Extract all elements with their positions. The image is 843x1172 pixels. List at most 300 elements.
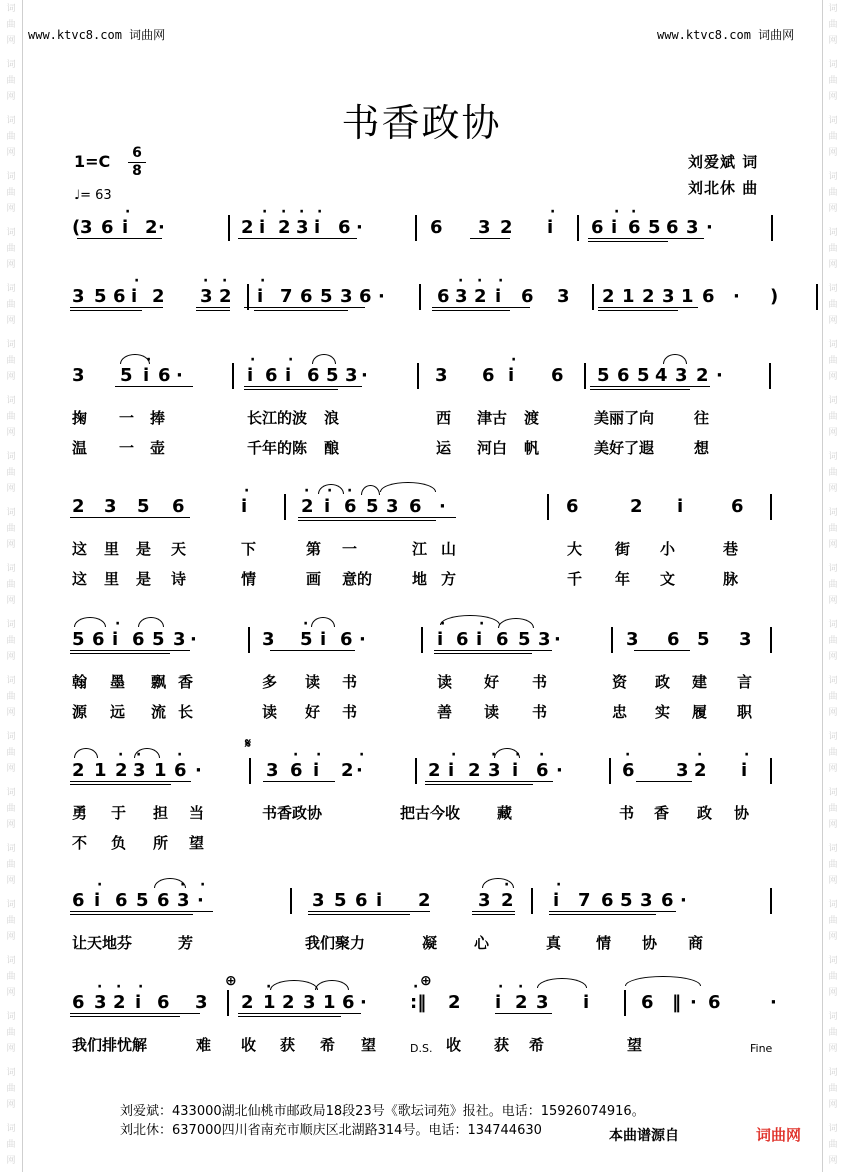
watermark-glyph: 网 [6,932,16,942]
lyric-syllable: 里 [104,570,120,588]
note-numeral: 3 [345,365,358,386]
watermark-glyph: 曲 [6,356,16,366]
octave-dot: · [250,352,256,368]
meter-top: 6 [132,145,142,161]
note-numeral: 3 [435,365,448,386]
note-numeral: 6 [622,760,635,781]
watermark-glyph: 词 [6,1068,16,1078]
note-numeral: i [314,217,321,238]
octave-dot: · [614,204,620,220]
watermark-glyph: 网 [6,876,16,886]
octave-dot: · [293,747,299,763]
watermark-glyph: 词 [6,284,16,294]
note-numeral: · [770,992,777,1013]
note-numeral: 3 [80,217,93,238]
lyric-syllable: 担 [153,804,169,822]
beam-underline [434,653,532,654]
watermark-glyph: 曲 [828,972,838,982]
note-numeral: 6 [521,286,534,307]
watermark-glyph: 词 [828,228,838,238]
lyric-syllable: 政 [655,673,671,691]
slur-mark [74,617,106,627]
beam-underline [472,911,515,912]
note-numeral: i [320,629,327,650]
beam-underline [549,914,656,915]
watermark-glyph: 网 [6,260,16,270]
note-numeral: · [195,760,202,781]
note-numeral: · [361,365,368,386]
watermark-glyph: 曲 [828,1084,838,1094]
octave-dot: · [458,273,464,289]
note-numeral: 3 [640,890,653,911]
watermark-glyph: 曲 [828,1028,838,1038]
note-numeral: i [677,496,684,517]
barline [228,215,230,241]
watermark-glyph: 曲 [828,692,838,702]
note-numeral: ) [770,286,779,307]
octave-dot: · [511,352,517,368]
octave-dot: · [550,204,556,220]
beam-underline [425,781,553,782]
octave-dot: · [116,979,122,995]
watermark-glyph: 曲 [6,1140,16,1150]
note-numeral: 6 [300,286,313,307]
lyric-syllable: 我们聚力 [305,934,366,952]
watermark-glyph: 词 [828,60,838,70]
note-numeral: 3 [173,629,186,650]
lyric-syllable: 于 [111,804,127,822]
note-numeral: i [547,217,554,238]
note-numeral: 6 [344,496,357,517]
lyric-syllable: 美丽了向 [594,409,655,427]
lyric-syllable: 小 [660,540,676,558]
note-numeral: 5 [120,365,133,386]
note-numeral: 3 [177,890,190,911]
watermark-glyph: 曲 [6,20,16,30]
barline [421,627,423,653]
watermark-glyph: 曲 [828,916,838,926]
note-numeral: 6 [157,992,170,1013]
watermark-glyph: 词 [828,844,838,854]
watermark-glyph: 曲 [6,244,16,254]
watermark-glyph: 词 [6,508,16,518]
lyric-syllable: 河白 [477,439,508,457]
note-numeral: 4 [655,365,668,386]
note-numeral: 3 [739,629,752,650]
watermark-glyph: 网 [6,764,16,774]
note-numeral: i [131,286,138,307]
lyric-syllable: 书 [532,673,548,691]
note-numeral: i [94,890,101,911]
octave-dot: · [125,204,131,220]
watermark-glyph: 曲 [828,468,838,478]
watermark-glyph: 词 [828,956,838,966]
watermark-glyph: 网 [6,484,16,494]
note-numeral: 2 [630,496,643,517]
octave-dot: · [244,483,250,499]
note-numeral: 6 [342,992,355,1013]
barline [611,627,613,653]
note-numeral: 3 [676,760,689,781]
site-link-right[interactable]: www.ktvc8.com 词曲网 [657,28,795,42]
watermark-glyph: 曲 [828,804,838,814]
note-numeral: 5 [637,365,650,386]
lyric-syllable: 是 [136,570,152,588]
note-numeral: 6 [628,217,641,238]
beam-underline [588,238,704,239]
barline [816,284,818,310]
slur-mark [74,748,98,758]
octave-dot: · [303,616,309,632]
octave-dot: · [631,204,637,220]
watermark-glyph: 网 [828,708,838,718]
barline [284,494,286,520]
watermark-glyph: 词 [828,788,838,798]
note-numeral: 6 [115,890,128,911]
note-numeral: 2 [72,760,85,781]
beam-underline [70,784,171,785]
watermark-glyph: 网 [6,652,16,662]
note-numeral: 5 [648,217,661,238]
beam-underline [238,1016,341,1017]
watermark-glyph: 网 [6,204,16,214]
lyric-syllable: 意的 [342,570,373,588]
beam-underline [244,307,365,308]
lyric-syllable: D.S. [410,1042,433,1055]
beam-underline [434,650,552,651]
watermark-glyph: 曲 [6,188,16,198]
watermark-glyph: 网 [828,1044,838,1054]
note-numeral: 6 [172,496,185,517]
beam-underline [598,307,698,308]
watermark-glyph: 曲 [828,300,838,310]
note-numeral: 6 [355,890,368,911]
octave-dot: · [304,483,310,499]
lyric-syllable: 书 [342,703,358,721]
beam-underline [298,520,436,521]
note-numeral: 6 [666,217,679,238]
coda-symbol: ⊕ [420,973,432,989]
watermark-glyph: 词 [6,620,16,630]
note-numeral: 5 [518,629,531,650]
note-numeral: 2 [282,992,295,1013]
note-numeral: 3 [72,286,85,307]
barline [769,363,771,389]
note-numeral: i [376,890,383,911]
watermark-glyph: 网 [828,1156,838,1166]
note-numeral: 3 [488,760,501,781]
lyric-syllable: 源 [72,703,88,721]
beam-underline [70,650,190,651]
note-numeral: 5 [152,629,165,650]
watermark-glyph: 词 [6,1124,16,1134]
note-numeral: i [257,286,264,307]
octave-dot: · [515,747,521,763]
note-numeral: 3 [94,992,107,1013]
slur-mark [663,354,687,364]
watermark-glyph: 网 [828,316,838,326]
lyric-syllable: 酿 [324,439,340,457]
lyric-syllable: 忠 [612,703,628,721]
watermark-glyph: 网 [6,372,16,382]
note-numeral: 3 [386,496,399,517]
note-numeral: 2 [500,217,513,238]
octave-dot: · [260,273,266,289]
watermark-glyph: 曲 [828,524,838,534]
watermark-glyph: 词 [828,900,838,910]
lyric-syllable: 政 [697,804,713,822]
lyric-syllable: 美好了遐 [594,439,655,457]
beam-underline [432,310,510,311]
watermark-glyph: 网 [6,1100,16,1110]
note-numeral: 5 [300,629,313,650]
note-numeral: 2 [152,286,165,307]
note-numeral: 3 [303,992,316,1013]
lyric-syllable: 方 [441,570,457,588]
barline [584,363,586,389]
note-numeral: i [495,286,502,307]
note-numeral: 6 [641,992,654,1013]
note-numeral: i [135,992,142,1013]
tempo-marking: ♩= 63 [74,188,112,203]
note-numeral: 2 [145,217,158,238]
note-numeral: i [143,365,150,386]
octave-dot: · [504,877,510,893]
lyric-syllable: 壶 [150,439,166,457]
beam-underline [70,914,193,915]
note-numeral: i [553,890,560,911]
beam-underline [634,650,690,651]
lyric-syllable: 天 [171,540,187,558]
watermark-glyph: 词 [6,60,16,70]
watermark-glyph: 曲 [6,580,16,590]
barline [770,627,772,653]
note-numeral: 3 [536,992,549,1013]
barline [770,758,772,784]
note-numeral: · [190,629,197,650]
beam-underline [70,781,191,782]
octave-dot: · [498,979,504,995]
note-numeral: · [356,760,363,781]
site-link-left[interactable]: www.ktvc8.com 词曲网 [28,28,166,42]
watermark-glyph: 词 [6,116,16,126]
barline [547,494,549,520]
watermark-glyph: 网 [828,652,838,662]
note-numeral: 3 [262,629,275,650]
note-numeral: 3 [312,890,325,911]
watermark-glyph: 词 [6,396,16,406]
lyric-syllable: 读 [305,673,321,691]
note-numeral: · [378,286,385,307]
lyric-syllable: 一 [119,409,135,427]
slur-mark [312,354,336,364]
lyric-syllable: 千 [567,570,583,588]
lyric-syllable: 凝 [422,934,438,952]
watermark-glyph: 网 [6,596,16,606]
watermark-glyph: 网 [6,540,16,550]
watermark-glyph: 曲 [828,188,838,198]
watermark-glyph: 网 [6,988,16,998]
lyric-syllable: 读 [437,673,453,691]
barline [592,284,594,310]
barline [624,990,626,1016]
note-numeral: ‖ [672,992,681,1013]
note-numeral: 5 [597,365,610,386]
lyric-syllable: 诗 [171,570,187,588]
watermark-glyph: 词 [828,1124,838,1134]
lyric-syllable: 浪 [324,409,340,427]
octave-dot: · [281,204,287,220]
watermark-glyph: 词 [6,732,16,742]
note-numeral: · [158,217,165,238]
watermark-glyph: 曲 [828,132,838,142]
lyric-syllable: 心 [474,934,490,952]
note-numeral: 3 [104,496,117,517]
note-numeral: i [512,760,519,781]
note-numeral: 6 [536,760,549,781]
note-numeral: 1 [154,760,167,781]
lyric-syllable: 情 [241,570,257,588]
lyric-syllable: 文 [660,570,676,588]
note-numeral: 3 [662,286,675,307]
note-numeral: 6 [731,496,744,517]
lyric-syllable: 津古 [477,409,508,427]
octave-dot: · [288,352,294,368]
lyric-syllable: 当 [189,804,205,822]
watermark-glyph: 网 [6,708,16,718]
slur-mark [134,748,160,758]
note-numeral: :‖ [410,992,427,1013]
note-numeral: i [122,217,129,238]
beam-underline [590,386,710,387]
watermark-glyph: 网 [828,820,838,830]
beam-underline [549,911,676,912]
note-numeral: 5 [326,365,339,386]
lyric-syllable: 往 [694,409,710,427]
barline [248,627,250,653]
watermark-glyph: 词 [6,340,16,350]
octave-dot: · [262,204,268,220]
watermark-glyph: 曲 [6,132,16,142]
watermark-glyph: 词 [828,620,838,630]
lyric-syllable: 真 [546,934,562,952]
note-numeral: 2 [341,760,354,781]
lyric-syllable: 收 [446,1036,462,1054]
octave-dot: · [498,273,504,289]
watermark-glyph: 曲 [6,692,16,702]
watermark-glyph: 词 [828,4,838,14]
watermark-glyph: 网 [828,596,838,606]
lyric-syllable: 掬 [72,409,88,427]
note-numeral: 5 [334,890,347,911]
beam-underline [70,1013,200,1014]
octave-dot: · [518,979,524,995]
lyric-syllable: 一 [342,540,358,558]
barline [531,888,533,914]
octave-dot: · [266,979,272,995]
note-numeral: 5 [620,890,633,911]
note-numeral: 7 [578,890,591,911]
lyric-syllable: 所 [153,834,169,852]
octave-dot: · [625,747,631,763]
beam-underline [636,781,692,782]
beam-underline [70,653,170,654]
lyric-syllable: 渡 [524,409,540,427]
slur-mark [380,482,436,492]
watermark-glyph: 网 [828,36,838,46]
watermark-glyph: 网 [828,932,838,942]
watermark-glyph: 曲 [828,748,838,758]
beam-underline [263,781,335,782]
lyric-syllable: 画 [306,570,322,588]
lyric-syllable: 是 [136,540,152,558]
beam-underline [70,310,142,311]
note-numeral: 5 [320,286,333,307]
beam-underline [308,914,410,915]
octave-dot: · [451,747,457,763]
beam-underline [425,784,533,785]
watermark-glyph: 曲 [6,804,16,814]
beam-underline [70,911,213,912]
barline [770,494,772,520]
note-numeral: 3 [133,760,146,781]
watermark-glyph: 曲 [828,412,838,422]
watermark-glyph: 词 [6,172,16,182]
beam-underline [254,310,348,311]
octave-dot: · [479,616,485,632]
note-numeral: 2 [515,992,528,1013]
lyric-syllable: 西 [436,409,452,427]
time-signature [128,146,146,179]
watermark-glyph: 词 [6,900,16,910]
lyric-syllable: 书 [619,804,635,822]
segno-symbol: 𝄋 [245,736,252,752]
composer-credit: 刘北休 曲 [688,179,759,197]
watermark-glyph: 曲 [6,300,16,310]
watermark-glyph: 词 [6,1012,16,1022]
coda-symbol: ⊕ [225,973,237,989]
note-numeral: 6 [113,286,126,307]
lyric-syllable: 难 [196,1036,212,1054]
note-numeral: i [247,365,254,386]
lyric-syllable: 江 [412,540,428,558]
note-numeral: 2 [696,365,709,386]
watermark-glyph: 曲 [828,356,838,366]
lyric-syllable: 流 [151,703,167,721]
watermark-glyph: 词 [828,172,838,182]
lyric-syllable: 望 [189,834,205,852]
note-numeral: i [324,496,331,517]
beam-underline [77,238,162,239]
lyric-syllable: 大 [567,540,583,558]
lyric-syllable: 香 [654,804,670,822]
octave-dot: · [359,747,365,763]
lyric-syllable: 香 [178,673,194,691]
beam-underline [298,517,456,518]
note-numeral: · [360,992,367,1013]
barline [415,215,417,241]
note-numeral: · [197,890,204,911]
footer-lyricist-contact: 刘爱斌：433000湖北仙桃市邮政局18段23号《歌坛词苑》报社。电话：15926074916。 [120,1104,645,1119]
brand-logo[interactable]: 词曲网 [756,1126,802,1144]
octave-dot: · [97,877,103,893]
barline [249,758,251,784]
watermark-glyph: 曲 [6,524,16,534]
lyricist-credit: 刘爱斌 词 [688,153,759,171]
beam-underline [472,914,515,915]
watermark-glyph: 词 [828,508,838,518]
note-numeral: 3 [557,286,570,307]
